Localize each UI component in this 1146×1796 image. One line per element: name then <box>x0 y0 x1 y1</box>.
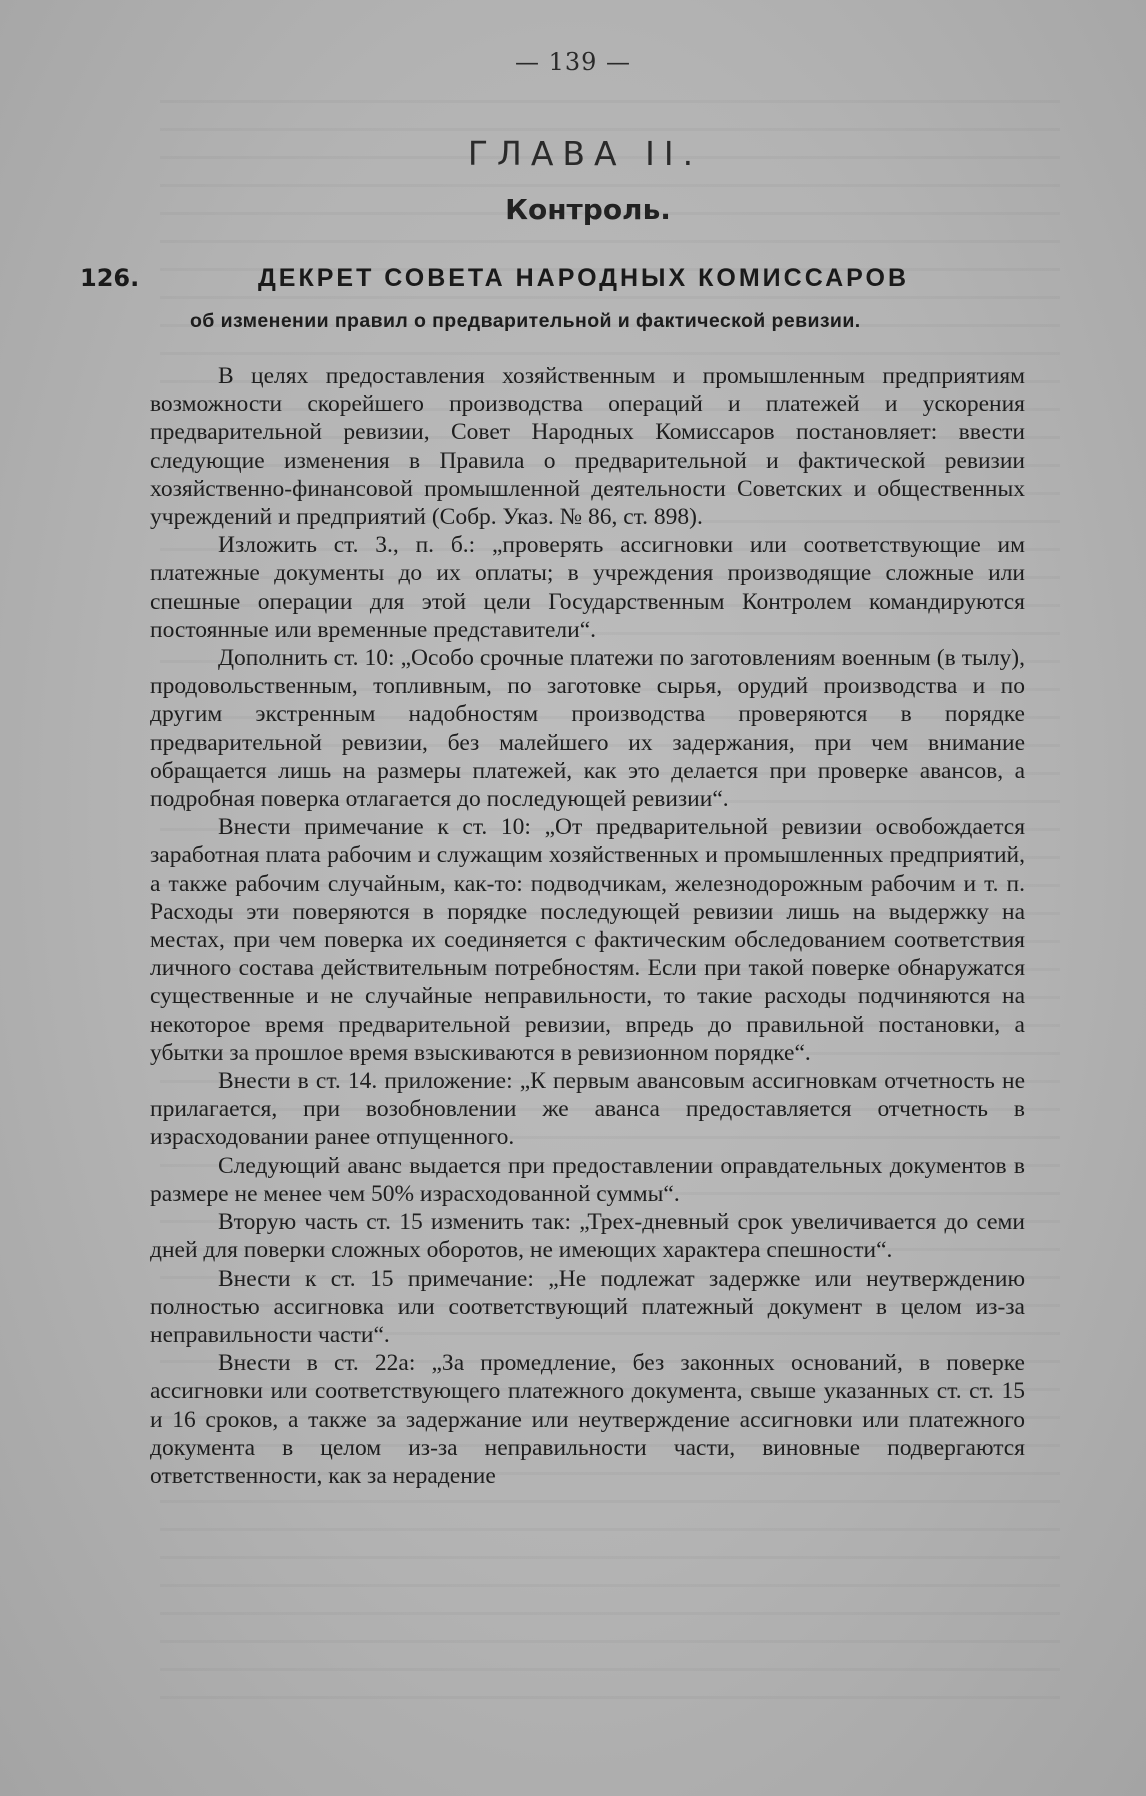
section-title: Контроль. <box>505 193 671 226</box>
paragraph-art22a: Внести в ст. 22а: „За промедление, без законных оснований, в поверке ассигновки или соответствующего платежного документа, свыше указанных ст. ст. 15 и 16 сроков, а также за задержание или неутверждение ассигновки или платежного документа в целом из-за неправильности части, виновные подвергаются ответственности, как за нерадение <box>150 1350 1025 1489</box>
paragraph-art14: Внести в ст. 14. приложение: „К первым авансовым ассигновкам отчетность не прилагается, при возобновлении же аванса предоставляется отчетность в израсходовании ранее отпущенного. <box>150 1068 1025 1151</box>
chapter-heading: ГЛАВА II. <box>467 134 703 173</box>
paragraph-art15-note: Внести к ст. 15 примечание: „Не подлежат задержке или неутверждению полностью ассигновка или соответствующий платежный документ в целом из-за неправильности части“. <box>150 1265 1025 1348</box>
paragraph-preamble: В целях предоставления хозяйственным и промышленным предприятиям возможности скорейшего производства операций и платежей и ускорения предварительной ревизии, Совет Народных Комиссаров постановляет: ввести следующие изменения в Правила о предварительной и фактической ревизии хозяйственно-финансовой промышленной деятельности Советских и общественных учреждений и предприятий (Собр. Указ. № 86, ст. 898). <box>150 363 1025 531</box>
paragraph-art10: Дополнить ст. 10: „Особо срочные платежи по заготовлениям военным (в тылу), продовольственным, топливным, по заготовке сырья, орудий производства и по другим экстренным надобностям производства проверяются в порядке предварительной ревизии, без малейшего их задержания, при чем внимание обращается лишь на размеры платежей, как это делается при проверке авансов, а подробная поверка отлагается до последующей ревизии“. <box>150 645 1025 813</box>
paragraph-next-advance: Следующий аванс выдается при предоставлении оправдательных документов в размере не менее чем 50% израсходованной суммы“. <box>150 1152 1025 1207</box>
page-number: — 139 — <box>514 48 632 76</box>
decree-title: ДЕКРЕТ СОВЕТА НАРОДНЫХ КОМИССАРОВ <box>258 264 910 292</box>
paragraph-art3: Изложить ст. 3., п. б.: „проверять ассигновки или соответствующие им платежные документы до их оплаты; в учреждения производящие сложные или спешные операции для этой цели Государственным Контролем командируются постоянные или временные представители“. <box>150 532 1025 643</box>
paragraph-art10-note: Внести примечание к ст. 10: „От предварительной ревизии освобождается заработная плата рабочим и служащим хозяйственных и промышленных предприятий, а также рабочим случайным, как-то: подводчикам, железнодорожным рабочим и т. п. Расходы эти поверяются в порядке последующей ревизии лишь на выдержку на местах, при чем поверка их соединяется с фактическим обследованием соответствия личного состава действительным потребностям. Если при такой поверке обнаружатся существенные и не случайные неправильности, то такие расходы подчиняются на некоторое время предварительной ревизии, впредь до правильной постановки, а убытки за прошлое время взыскиваются в ревизионном порядке“. <box>150 814 1025 1066</box>
item-number: 126. <box>80 264 140 292</box>
paragraph-art15: Вторую часть ст. 15 изменить так: „Трех-дневный срок увеличивается до семи дней для поверки сложных оборотов, не имеющих характера спешности“. <box>150 1209 1025 1264</box>
decree-subtitle: об изменении правил о предварительной и фактической ревизии. <box>190 310 861 332</box>
decree-body <box>150 362 1025 1490</box>
